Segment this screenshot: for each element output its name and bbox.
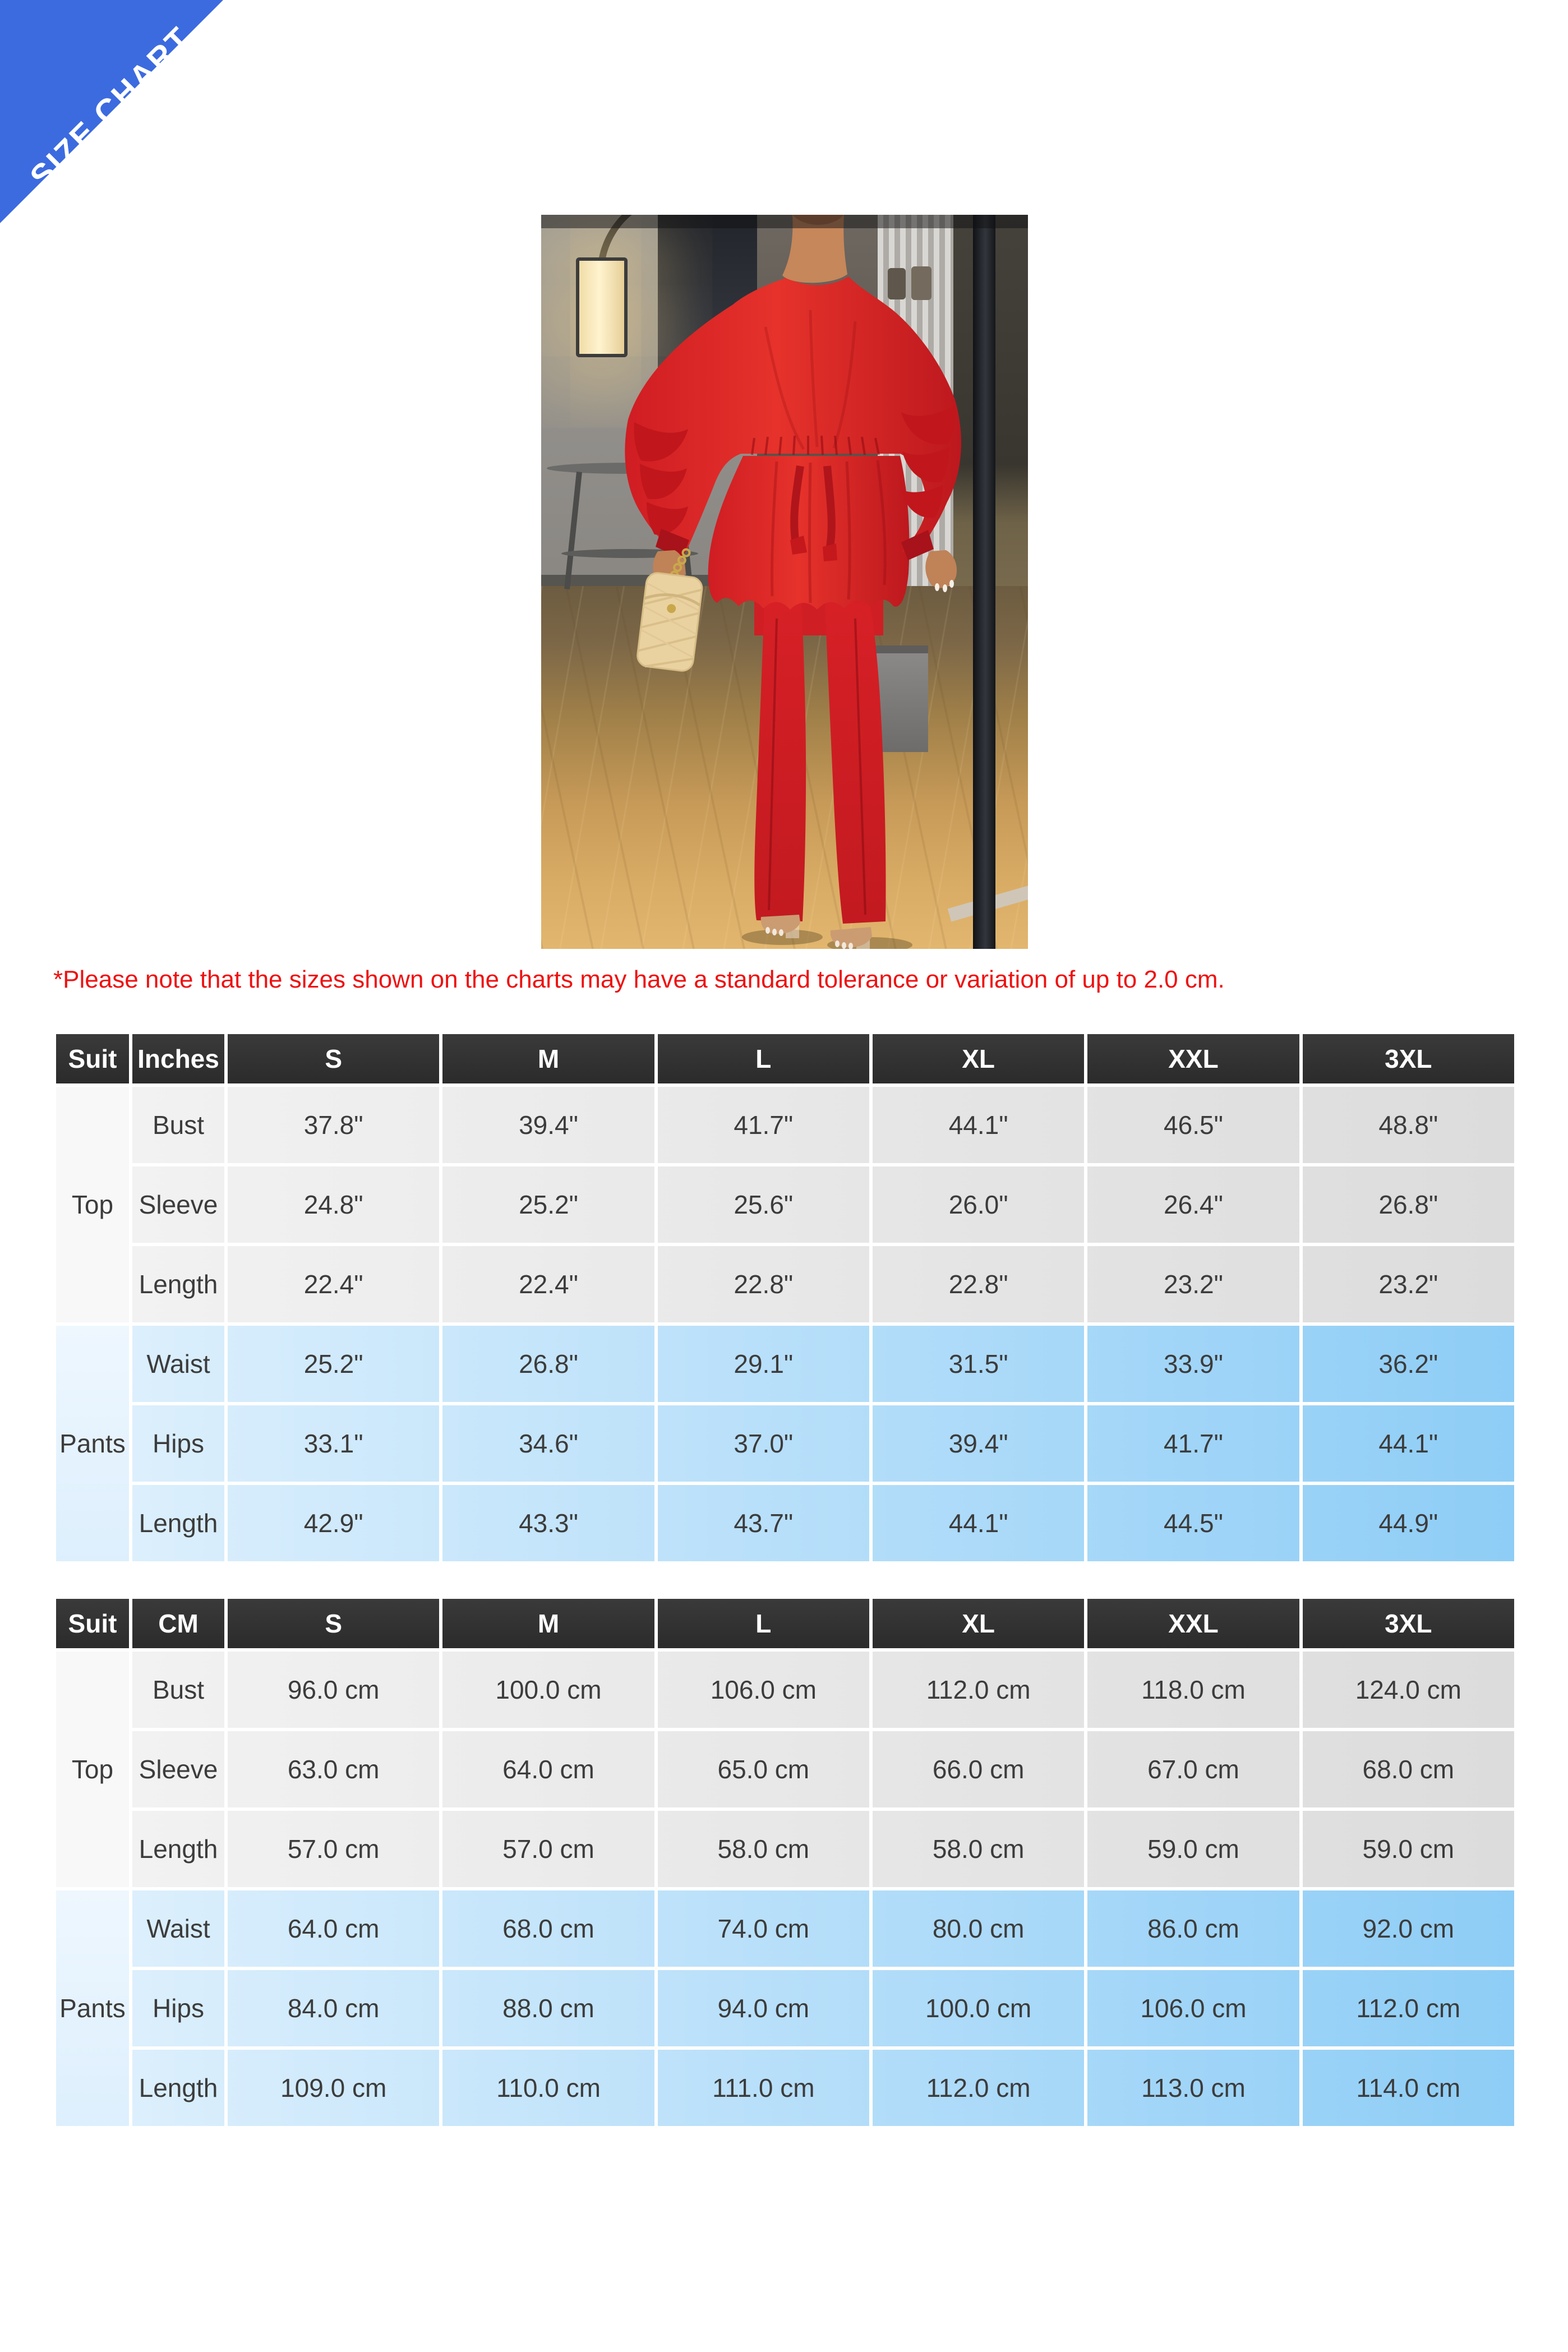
- measurement-value: 44.1": [948, 1110, 1008, 1140]
- unit-header: CM: [132, 1599, 224, 1648]
- measurement-value: 26.8": [519, 1349, 578, 1378]
- measurement-value: 63.0 cm: [287, 1755, 380, 1784]
- measurement-label: Bust: [152, 1110, 205, 1140]
- measurement-value: 57.0 cm: [502, 1834, 594, 1864]
- size-column-header: S: [228, 1034, 439, 1083]
- measurement-value: 22.8": [734, 1270, 794, 1299]
- section-label: Pants: [56, 1326, 129, 1561]
- size-column-header: XXL: [1087, 1034, 1299, 1083]
- measurement-value: 94.0 cm: [717, 1994, 810, 2023]
- measurement-value: 26.8": [1378, 1190, 1438, 1219]
- size-column-header: L: [658, 1034, 869, 1083]
- measurement-value: 39.4": [519, 1110, 578, 1140]
- size-column-header: XL: [873, 1599, 1084, 1648]
- photo-top-shade: [541, 215, 1028, 228]
- measurement-value: 64.0 cm: [287, 1914, 380, 1943]
- measurement-value: 43.7": [734, 1509, 794, 1538]
- measurement-value: 33.9": [1164, 1349, 1223, 1378]
- model-figure: [541, 215, 1028, 949]
- unit-header: Inches: [132, 1034, 224, 1083]
- measurement-value: 23.2": [1378, 1270, 1438, 1299]
- size-column-header: L: [658, 1599, 869, 1648]
- measurement-value: 96.0 cm: [287, 1675, 380, 1704]
- size-column-header: XL: [873, 1034, 1084, 1083]
- table-row: [56, 1970, 1514, 2046]
- table-header-row: [56, 1599, 1514, 1648]
- measurement-value: 22.4": [303, 1270, 363, 1299]
- measurement-value: 42.9": [303, 1509, 363, 1538]
- measurement-value: 25.2": [303, 1349, 363, 1378]
- measurement-label: Length: [139, 1834, 218, 1864]
- table-corner-label: Suit: [56, 1034, 129, 1083]
- measurement-label: Length: [139, 1509, 218, 1538]
- measurement-value: 114.0 cm: [1356, 2073, 1461, 2102]
- measurement-label: Waist: [146, 1349, 210, 1378]
- table-row: [56, 1890, 1514, 1967]
- measurement-value: 124.0 cm: [1355, 1675, 1461, 1704]
- table-row: [56, 1731, 1514, 1807]
- measurement-label: Length: [139, 1270, 218, 1299]
- measurement-value: 59.0 cm: [1362, 1834, 1455, 1864]
- table-row: [56, 1652, 1514, 1728]
- size-chart-ribbon-label: SIZE CHART: [23, 20, 199, 196]
- measurement-value: 24.8": [303, 1190, 363, 1219]
- measurement-value: 25.2": [519, 1190, 578, 1219]
- measurement-label: Sleeve: [139, 1755, 218, 1784]
- measurement-value: 41.7": [734, 1110, 794, 1140]
- measurement-value: 44.1": [1378, 1429, 1438, 1458]
- measurement-value: 100.0 cm: [925, 1994, 1032, 2023]
- measurement-value: 106.0 cm: [710, 1675, 817, 1704]
- measurement-value: 44.9": [1378, 1509, 1438, 1538]
- measurement-value: 100.0 cm: [495, 1675, 602, 1704]
- size-column-header: M: [442, 1034, 654, 1083]
- measurement-value: 25.6": [734, 1190, 794, 1219]
- measurement-value: 84.0 cm: [287, 1994, 380, 2023]
- section-label: Pants: [56, 1890, 129, 2126]
- peplum-hem: [708, 456, 910, 610]
- measurement-value: 58.0 cm: [717, 1834, 810, 1864]
- size-column-header: M: [442, 1599, 654, 1648]
- measurement-value: 67.0 cm: [1147, 1755, 1239, 1784]
- measurement-label: Bust: [152, 1675, 205, 1704]
- measurement-value: 110.0 cm: [496, 2073, 601, 2102]
- measurement-value: 39.4": [948, 1429, 1008, 1458]
- measurement-value: 74.0 cm: [717, 1914, 810, 1943]
- measurement-value: 92.0 cm: [1362, 1914, 1455, 1943]
- measurement-value: 37.0": [734, 1429, 794, 1458]
- size-table-inches: [53, 1031, 1518, 1565]
- measurement-value: 113.0 cm: [1141, 2073, 1246, 2102]
- measurement-value: 112.0 cm: [1356, 1994, 1461, 2023]
- measurement-value: 44.5": [1164, 1509, 1223, 1538]
- measurement-value: 112.0 cm: [926, 2073, 1031, 2102]
- measurement-value: 46.5": [1164, 1110, 1223, 1140]
- table-header-row: [56, 1034, 1514, 1083]
- size-column-header: 3XL: [1303, 1599, 1514, 1648]
- size-column-header: 3XL: [1303, 1034, 1514, 1083]
- table-row: [56, 1087, 1514, 1163]
- measurement-value: 59.0 cm: [1147, 1834, 1239, 1864]
- measurement-value: 111.0 cm: [712, 2073, 815, 2102]
- measurement-value: 43.3": [519, 1509, 578, 1538]
- table-row: [56, 1246, 1514, 1322]
- measurement-value: 34.6": [519, 1429, 578, 1458]
- measurement-value: 58.0 cm: [932, 1834, 1025, 1864]
- measurement-value: 64.0 cm: [502, 1755, 594, 1784]
- measurement-value: 68.0 cm: [502, 1914, 594, 1943]
- measurement-value: 29.1": [734, 1349, 794, 1378]
- measurement-value: 36.2": [1378, 1349, 1438, 1378]
- measurement-value: 26.4": [1164, 1190, 1223, 1219]
- tolerance-note: *Please note that the sizes shown on the charts may have a standard tolerance or variation of up to 2.0 cm.: [53, 966, 1225, 993]
- product-photo: [541, 215, 1028, 949]
- size-column-header: XXL: [1087, 1599, 1299, 1648]
- red-pants: [754, 551, 886, 924]
- measurement-value: 80.0 cm: [932, 1914, 1025, 1943]
- measurement-value: 31.5": [948, 1349, 1008, 1378]
- measurement-value: 41.7": [1164, 1429, 1223, 1458]
- table-row: [56, 1811, 1514, 1887]
- measurement-value: 22.4": [519, 1270, 578, 1299]
- measurement-label: Length: [139, 2073, 218, 2102]
- measurement-value: 88.0 cm: [502, 1994, 594, 2023]
- measurement-label: Waist: [146, 1914, 210, 1943]
- section-label: Top: [56, 1087, 129, 1322]
- table-row: [56, 2050, 1514, 2126]
- measurement-value: 66.0 cm: [932, 1755, 1025, 1784]
- measurement-value: 44.1": [948, 1509, 1008, 1538]
- measurement-value: 68.0 cm: [1362, 1755, 1455, 1784]
- table-row: [56, 1405, 1514, 1482]
- table-corner-label: Suit: [56, 1599, 129, 1648]
- section-label: Top: [56, 1652, 129, 1887]
- measurement-value: 37.8": [303, 1110, 363, 1140]
- measurement-value: 22.8": [948, 1270, 1008, 1299]
- measurement-value: 65.0 cm: [717, 1755, 810, 1784]
- measurement-value: 86.0 cm: [1147, 1914, 1239, 1943]
- measurement-value: 33.1": [303, 1429, 363, 1458]
- measurement-label: Hips: [152, 1994, 205, 2023]
- measurement-value: 109.0 cm: [280, 2073, 387, 2102]
- table-row: [56, 1166, 1514, 1243]
- table-row: [56, 1326, 1514, 1402]
- measurement-value: 48.8": [1378, 1110, 1438, 1140]
- size-table-cm: [53, 1595, 1518, 2129]
- measurement-label: Sleeve: [139, 1190, 218, 1219]
- measurement-value: 112.0 cm: [926, 1675, 1031, 1704]
- measurement-value: 57.0 cm: [287, 1834, 380, 1864]
- measurement-value: 118.0 cm: [1141, 1675, 1246, 1704]
- measurement-value: 23.2": [1164, 1270, 1223, 1299]
- table-row: [56, 1485, 1514, 1561]
- measurement-label: Hips: [152, 1429, 205, 1458]
- measurement-value: 26.0": [948, 1190, 1008, 1219]
- measurement-value: 106.0 cm: [1140, 1994, 1247, 2023]
- size-column-header: S: [228, 1599, 439, 1648]
